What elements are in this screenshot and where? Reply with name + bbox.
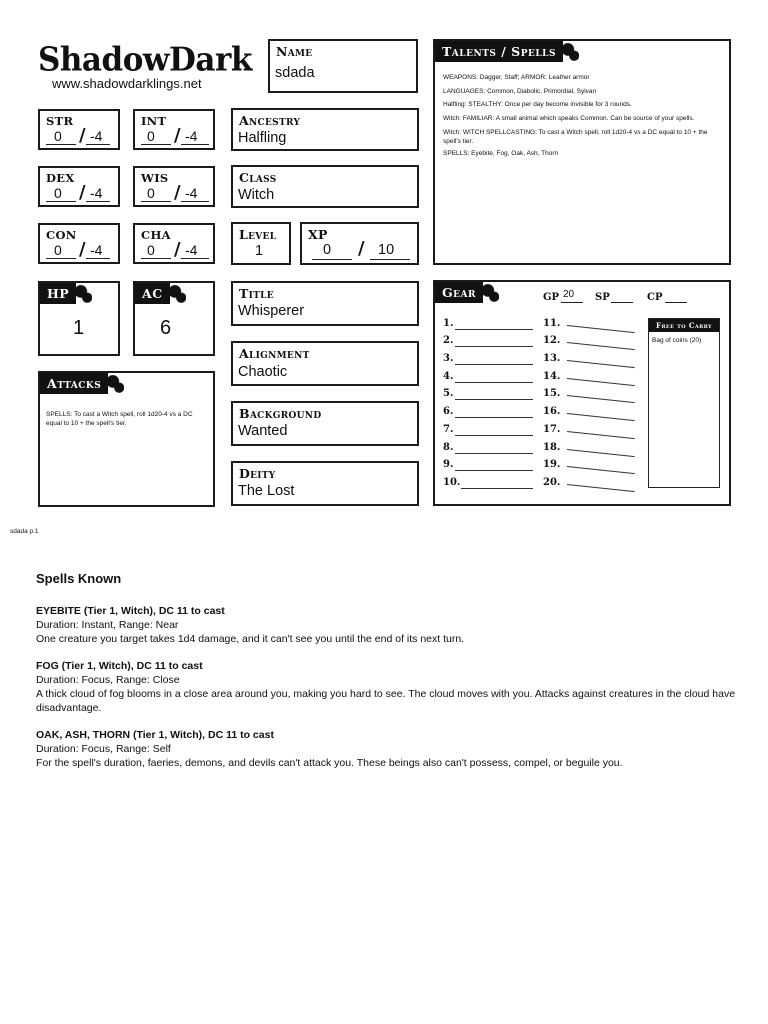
stat-wis[interactable] [133, 166, 215, 207]
logo-url: www.shadowdarklings.net [52, 76, 202, 91]
talents-line-0: WEAPONS: Dagger, Staff; ARMOR: Leather armor [443, 74, 590, 81]
stat-str[interactable] [38, 109, 120, 150]
stat-dex[interactable] [38, 166, 120, 207]
background-box[interactable] [231, 401, 419, 446]
hp-banner: HP [40, 283, 76, 304]
gear-slot-7: 7. [443, 424, 454, 435]
gear-slot-10: 10. [443, 477, 461, 488]
spell-title: FOG (Tier 1, Witch), DC 11 to cast [36, 660, 203, 672]
alignment-box[interactable] [231, 341, 419, 386]
gear-slot-17: 17. [543, 424, 561, 435]
gear-slot-18: 18. [543, 442, 561, 453]
stat-int-label: INT [141, 114, 167, 128]
level-value: 1 [255, 243, 264, 259]
alignment-value: Chaotic [238, 364, 288, 380]
talents-banner: Talents / Spells [435, 41, 563, 62]
gear-slot-5: 5. [443, 388, 454, 399]
gear-slot-20: 20. [543, 477, 561, 488]
gear-slot-8: 8. [443, 442, 454, 453]
stat-con-mod: -4 [90, 242, 103, 258]
ac-box[interactable] [133, 281, 215, 356]
spells-known-heading: Spells Known [36, 571, 122, 586]
spell-desc: A thick cloud of fog blooms in a close area around you, making you hard to see. The cloud moves with you. Attacks against creatures in the cloud have disadvantage. [36, 688, 736, 714]
stat-str-label: STR [46, 114, 74, 128]
talents-line-4: Witch: WITCH SPELLCASTING: To cast a Witch spell, roll 1d20-4 vs a DC equal to 10 + the spell's tier. [443, 129, 708, 145]
talents-line-1: LANGUAGES: Common, Diabolic, Primordial, Sylvan [443, 88, 597, 95]
logo [38, 42, 258, 91]
spell-item [36, 659, 736, 715]
spells-known-list [36, 604, 736, 783]
stat-dex-score: 0 [54, 185, 62, 201]
gp-label: GP [543, 292, 560, 303]
gear-slot-3: 3. [443, 353, 454, 364]
attacks-text: SPELLS: To cast a Witch spell, roll 1d20-4 vs a DC equal to 10 + the spell's tier. [46, 411, 193, 427]
stat-cha-mod: -4 [185, 242, 198, 258]
stat-con-score: 0 [54, 242, 62, 258]
gear-slot-16: 16. [543, 406, 561, 417]
deity-box[interactable] [231, 461, 419, 506]
stat-cha-label: CHA [141, 228, 171, 242]
stat-wis-mod: -4 [185, 185, 198, 201]
ancestry-box[interactable] [231, 108, 419, 151]
gear-slot-14: 14. [543, 371, 561, 382]
spell-title: OAK, ASH, THORN (Tier 1, Witch), DC 11 to cast [36, 729, 274, 741]
alignment-label: Alignment [239, 346, 310, 361]
class-box[interactable] [231, 165, 419, 208]
spell-item [36, 728, 736, 770]
gear-slot-13: 13. [543, 353, 561, 364]
sp-label: SP [595, 292, 610, 303]
gear-banner: Gear [435, 282, 483, 303]
talents-line-3: Witch: FAMILIAR: A small animal which speaks Common. Can be source of your spells. [443, 115, 695, 122]
gp-value: 20 [563, 289, 575, 300]
gear-slot-9: 9. [443, 459, 454, 470]
level-box[interactable] [231, 222, 291, 265]
stat-str-mod: -4 [90, 128, 103, 144]
spell-meta: Duration: Focus, Range: Self [36, 743, 171, 755]
xp-slash: / [358, 238, 365, 259]
level-label: Level [239, 227, 277, 242]
xp-value: 0 [323, 242, 332, 258]
attacks-box[interactable] [38, 371, 215, 507]
gear-slot-15: 15. [543, 388, 561, 399]
free-to-carry-items: Bag of coins (20) [652, 337, 702, 344]
stat-dex-slash: / [79, 182, 86, 203]
free-to-carry-label: Free to Carry [649, 319, 719, 332]
spell-meta: Duration: Instant, Range: Near [36, 619, 179, 631]
free-to-carry-box[interactable] [648, 318, 720, 488]
gear-box[interactable] [433, 280, 731, 506]
hp-value: 1 [73, 317, 85, 339]
stat-cha-slash: / [174, 239, 181, 260]
stat-str-score: 0 [54, 128, 62, 144]
spell-desc: For the spell's duration, faeries, demons, and devils can't attack you. These beings also can't possess, compel, or beguile you. [36, 757, 623, 769]
spell-desc: One creature you target takes 1d4 damage, and it can't see you until the end of its next turn. [36, 633, 465, 645]
stat-int-score: 0 [147, 128, 155, 144]
ancestry-label: Ancestry [239, 113, 301, 128]
logo-title: ShadowDark [38, 41, 252, 79]
title-label: Title [239, 286, 274, 301]
stat-dex-label: DEX [46, 171, 75, 185]
title-value: Whisperer [238, 303, 305, 319]
stat-dex-mod: -4 [90, 185, 103, 201]
gear-slot-12: 12. [543, 335, 561, 346]
name-value: sdada [275, 65, 315, 81]
talents-box[interactable] [433, 39, 731, 265]
deity-value: The Lost [238, 483, 295, 499]
gear-slot-4: 4. [443, 371, 454, 382]
stat-int-slash: / [174, 125, 181, 146]
ac-value: 6 [160, 317, 172, 339]
stat-int[interactable] [133, 109, 215, 150]
stat-con-slash: / [79, 239, 86, 260]
stat-wis-score: 0 [147, 185, 155, 201]
talents-line-2: Halfling: STEALTHY: Once per day become invisible for 3 rounds. [443, 101, 632, 108]
talents-line-5: SPELLS: Eyebite, Fog, Oak, Ash, Thorn [443, 150, 559, 157]
attacks-banner: Attacks [40, 373, 108, 394]
ac-banner: AC [135, 283, 170, 304]
page-footer: sdada p.1 [10, 528, 39, 535]
stat-wis-label: WIS [141, 171, 169, 185]
spell-item [36, 604, 736, 646]
stat-con[interactable] [38, 223, 120, 264]
gear-slot-19: 19. [543, 459, 561, 470]
gear-slot-11: 11. [543, 318, 561, 329]
class-value: Witch [238, 187, 275, 203]
stat-str-slash: / [79, 125, 86, 146]
background-value: Wanted [238, 423, 288, 439]
spell-meta: Duration: Focus, Range: Close [36, 674, 180, 686]
xp-max: 10 [378, 242, 395, 258]
deity-label: Deity [239, 466, 276, 481]
gear-slot-1: 1. [443, 318, 454, 329]
stat-cha[interactable] [133, 223, 215, 264]
stat-wis-slash: / [174, 182, 181, 203]
gear-slot-6: 6. [443, 406, 454, 417]
name-box[interactable] [268, 39, 418, 93]
xp-label: XP [308, 227, 328, 242]
class-label: Class [239, 170, 277, 185]
stat-cha-score: 0 [147, 242, 155, 258]
cp-label: CP [647, 292, 663, 303]
gear-slot-2: 2. [443, 335, 454, 346]
spell-title: EYEBITE (Tier 1, Witch), DC 11 to cast [36, 605, 225, 617]
stat-int-mod: -4 [185, 128, 198, 144]
xp-box[interactable] [300, 222, 419, 265]
stat-con-label: CON [46, 228, 77, 242]
hp-box[interactable] [38, 281, 120, 356]
ancestry-value: Halfling [238, 130, 287, 146]
background-label: Background [239, 406, 322, 421]
name-label: Name [276, 44, 313, 59]
title-box[interactable] [231, 281, 419, 326]
